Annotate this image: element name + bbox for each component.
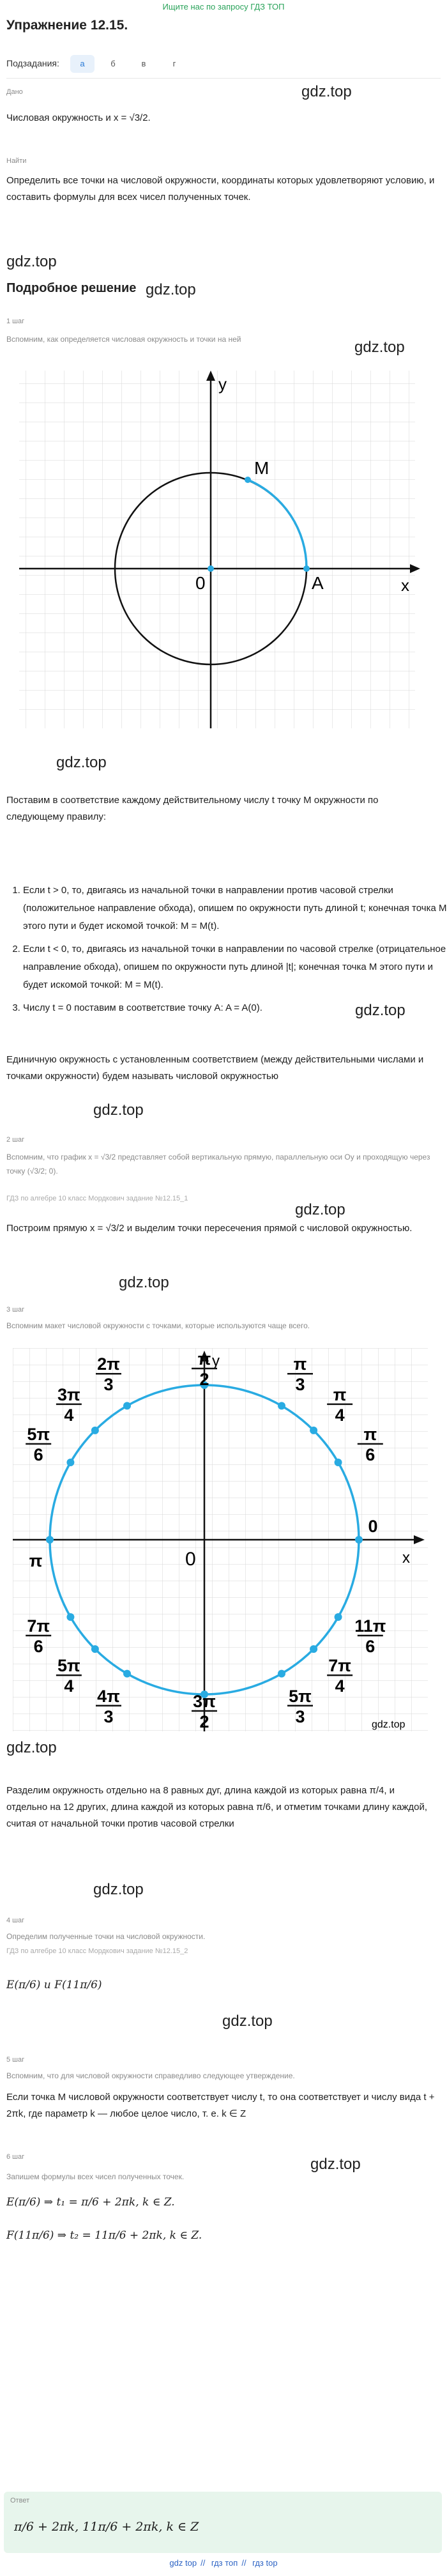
watermark: gdz.top [93,1881,144,1898]
watermark: gdz.top [119,1274,169,1291]
circle-point [66,1613,74,1621]
angle-label [29,1551,43,1570]
circle-point [335,1459,342,1466]
angle-numerator: π [363,1425,377,1444]
circle-point [66,1459,74,1466]
step-3-note: Вспомним макет числовой окружности с точками, которые используются чаще всего. [6,1321,310,1330]
angle-numerator: 11π [354,1616,386,1636]
circle-point [335,1613,342,1621]
angle-denominator: 4 [64,1676,74,1696]
angle-numerator: 2π [97,1354,120,1374]
tab-b[interactable]: б [110,59,116,68]
angle-denominator: 4 [64,1405,74,1425]
angle-numerator: 4π [97,1686,120,1706]
rules-list [6,882,447,1022]
watermark: gdz.top [6,1739,57,1756]
rule-1: 1. Если t > 0, то, двигаясь из начальной точки в направлении против часовой стрелки (положительное направление обхода), опишем по окружности путь длиной t; конечная точка M этого пути и будет искомой точкой: M = M(t). [23,882,447,935]
angle-denominator: 6 [365,1637,375,1656]
watermark: gdz.top [6,253,57,270]
numeric-circle-template [13,1348,428,1731]
point-m-label: M [254,458,269,478]
angle-denominator: 6 [33,1445,43,1464]
angle-denominator: 4 [335,1676,345,1696]
rule-2: 2. Если t < 0, то, двигаясь из начальной точки в направлении по часовой стрелке (отрицательное направление обхода), опишем по окружности путь длиной |t|; конечная точка M этого пути и будет искомой точкой: M = M(t). [23,940,447,994]
step-5-note: Вспомним, что для числовой окружности справедливо следующее утверждение. [6,2071,295,2080]
angle-numerator: π [29,1551,43,1570]
angle-numerator: π [293,1354,307,1374]
watermark: gdz.top [146,281,196,298]
angle-numerator: 7π [27,1616,50,1636]
answer-label: Ответ [10,2497,30,2504]
formula-t1: E(π/6) ⇒ t₁ = π/6 + 2πk, k ∈ Z. [6,2196,175,2209]
step-1-rule-intro: Поставим в соответствие каждому действительному числу t точку M окружности по следующему правилу: [6,795,379,822]
watermark: gdz.top [355,1002,405,1019]
circle-point [278,1670,285,1678]
watermark: gdz.top [93,1101,144,1119]
watermark: gdz.top [354,339,405,356]
circle-point [123,1402,131,1409]
angle-denominator: 6 [33,1637,43,1656]
step-5-label: 5 шаг [6,2056,25,2064]
circle-point [91,1427,99,1434]
watermark: gdz.top [301,83,352,100]
angle-denominator: 3 [295,1706,305,1726]
bottom-links: gdz top // гдз топ // гдз top [169,2558,278,2568]
step-4-note: Определим полученные точки на числовой окружности. [6,1932,206,1941]
circle-point [91,1645,99,1653]
tab-v[interactable]: в [141,59,146,68]
origin-label: 0 [195,573,206,593]
tabs-label: Подзадания: [6,58,59,68]
angle-numerator: π [197,1349,211,1368]
angle-denominator: 3 [103,1375,114,1395]
rule-3: 3. Числу t = 0 поставим в соответствие точку A: A = A(0). [23,999,447,1017]
footer-link[interactable]: гдз топ [211,2558,238,2568]
y-axis-label: y [212,1353,220,1370]
angle-numerator: 5π [27,1425,50,1444]
circle-point [310,1645,317,1653]
step-2-label: 2 шаг [6,1136,25,1144]
y-axis-label: y [218,374,227,394]
solution-title: Подробное решение [6,281,137,295]
answer-text: π/6 + 2πk, 11π/6 + 2πk, k ∈ Z [14,2520,199,2534]
watermark: gdz.top [310,2156,361,2173]
circle-point [123,1670,131,1678]
step-4-label: 4 шаг [6,1917,25,1924]
step-6-note: Запишем формулы всех чисел полученных точек. [6,2172,185,2181]
angle-denominator: 2 [199,1712,209,1731]
circle-point [310,1427,317,1434]
step-2-text: Построим прямую x = √3/2 и выделим точки пересечения прямой с числовой окружностью. [6,1223,413,1234]
point-a-label: A [312,573,324,593]
angle-numerator: 5π [289,1686,312,1706]
unit-circle-diagram [6,364,428,741]
given-text: Числовая окружность и x = √3/2. [6,112,151,123]
subtask-tabs [6,55,441,74]
angle-denominator: 6 [365,1445,375,1464]
page-title: Упражнение 12.15. [6,18,128,33]
diagram-credit: gdz.top [372,1719,405,1730]
step-5-text: Если точка M числовой окружности соответствует числу t, то она соответствует и числу вида t + 2πk, где параметр k — любое целое число, т. е. k ∈ Z [6,2092,435,2119]
angle-numerator: 3π [57,1384,80,1404]
x-axis-label: x [401,576,409,595]
given-label: Дано [6,88,23,96]
angle-denominator: 3 [295,1375,305,1395]
angle-denominator: 2 [199,1370,209,1389]
angle-numerator: 5π [57,1656,80,1676]
footer-link[interactable]: гдз top [252,2558,278,2568]
solution-image-placeholder: ГДЗ по алгебре 10 класс Мордкович задание №12.15_1 [6,1195,188,1202]
tab-a[interactable]: а [70,55,95,73]
step-1-label: 1 шаг [6,318,25,325]
footer-link[interactable]: gdz top [169,2558,197,2568]
step-6-label: 6 шаг [6,2153,25,2161]
step-3-text: Разделим окружность отдельно на 8 равных дуг, длина каждой из которых равна π/4, и отдельно на 12 других, длина каждой из которых равна π/6, и отметим точками длину каждой, считая от начальной точки против часовой стрелки [6,1785,428,1829]
solution-image-placeholder: ГДЗ по алгебре 10 класс Мордкович задание №12.15_2 [6,1947,188,1955]
step-3-label: 3 шаг [6,1306,25,1314]
angle-denominator: 4 [335,1405,345,1425]
find-text: Определить все точки на числовой окружности, координаты которых удовлетворяют условию, и составить формулы для всех чисел полученных точек. [6,175,435,203]
formula-t2: F(11π/6) ⇒ t₂ = 11π/6 + 2πk, k ∈ Z. [6,2229,202,2242]
watermark: gdz.top [295,1201,345,1218]
promo-banner[interactable]: Ищите нас по запросу ГДЗ ТОП [162,2,285,12]
divider [6,78,441,79]
angle-numerator: 0 [368,1517,378,1536]
angle-numerator: 7π [328,1656,351,1676]
x-axis-label: x [402,1549,410,1567]
circle-point [355,1536,363,1544]
circle-point [278,1402,285,1409]
step-1-conclusion: Единичную окружность с установленным соответствием (между действительными числами и точками окружности) будем называть числовой окружностью [6,1054,424,1082]
angle-denominator: 3 [103,1706,114,1726]
find-label: Найти [6,157,27,165]
origin-label: 0 [185,1549,196,1570]
angle-numerator: π [333,1384,347,1404]
step-1-note: Вспомним, как определяется числовая окружность и точки на ней [6,335,241,344]
answer-box [4,2492,442,2553]
angle-label [368,1517,377,1536]
angle-numerator: 3π [193,1692,216,1711]
tab-g[interactable]: г [172,59,176,68]
watermark: gdz.top [222,2012,273,2030]
step-4-points: E(π/6) и F(11π/6) [6,1979,102,1991]
step-2-note: Вспомним, что график x = √3/2 представляет собой вертикальную прямую, параллельную оси Oy и проходящую через точку (√3/2; 0). [6,1153,430,1176]
circle-point [46,1536,54,1544]
watermark: gdz.top [56,754,107,771]
